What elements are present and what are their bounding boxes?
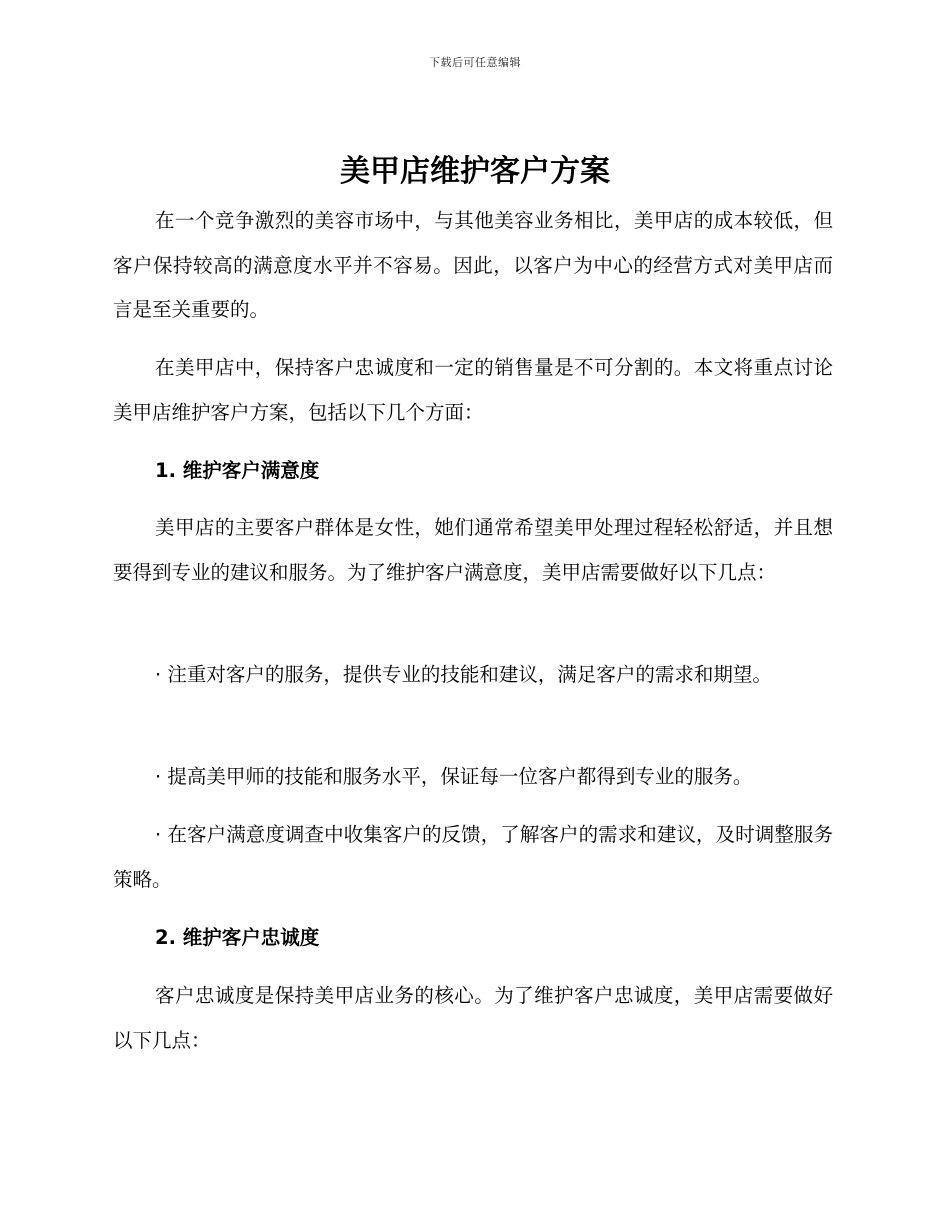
loyalty-paragraph: 客户忠诚度是保持美甲店业务的核心。为了维护客户忠诚度，美甲店需要做好以下几点： (113, 984, 833, 1052)
bullet-item-skills: · 提高美甲师的技能和服务水平，保证每一位客户都得到专业的服务。 (155, 765, 753, 788)
page-header-note: 下载后可任意编辑 (429, 56, 521, 69)
overview-paragraph: 在美甲店中，保持客户忠诚度和一定的销售量是不可分割的。本文将重点讨论美甲店维护客户方案，包括以下几个方面： (113, 356, 833, 424)
intro-paragraph: 在一个竞争激烈的美容市场中，与其他美容业务相比，美甲店的成本较低，但客户保持较高的满意度水平并不容易。因此，以客户为中心的经营方式对美甲店而言是至关重要的。 (113, 209, 833, 321)
bullet-item-feedback: · 在客户满意度调查中收集客户的反馈，了解客户的需求和建议，及时调整服务策略。 (113, 823, 833, 891)
document-title: 美甲店维护客户方案 (340, 154, 610, 189)
bullet-item-service: · 注重对客户的服务，提供专业的技能和建议，满足客户的需求和期望。 (155, 663, 772, 686)
section-heading-satisfaction: 1. 维护客户满意度 (155, 459, 320, 482)
section-heading-loyalty: 2. 维护客户忠诚度 (155, 926, 320, 949)
satisfaction-paragraph: 美甲店的主要客户群体是女性，她们通常希望美甲处理过程轻松舒适，并且想要得到专业的建议和服务。为了维护客户满意度，美甲店需要做好以下几点： (113, 516, 833, 584)
